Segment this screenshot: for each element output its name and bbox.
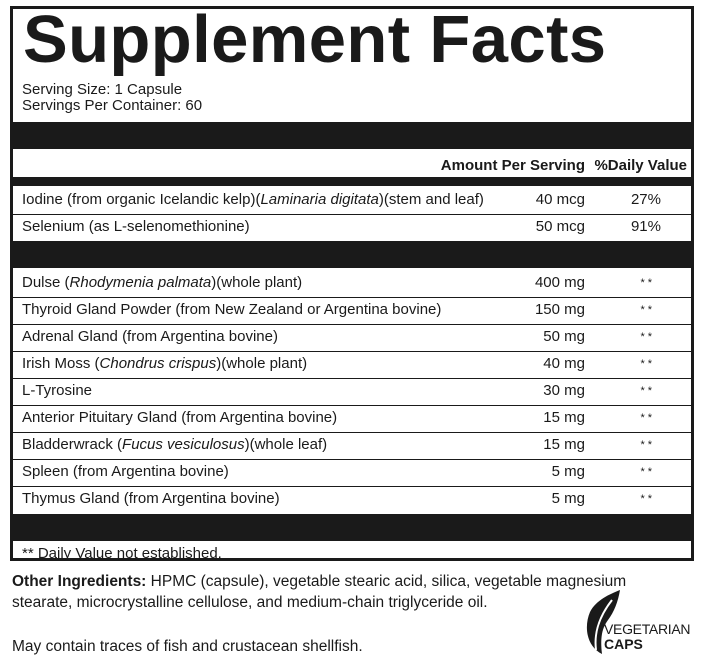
other-ingredients (12, 571, 672, 613)
nutrient-daily-value: 91% (630, 218, 661, 235)
logo-line-2: CAPS (604, 636, 643, 652)
nutrient-daily-value: ** (640, 493, 655, 505)
nutrient-amount: 40 mg (543, 355, 585, 372)
supplement-facts-panel (10, 2, 694, 562)
nutrient-amount: 50 mg (543, 328, 585, 345)
nutrient-row (13, 351, 691, 378)
nutrient-name-part: Irish Moss ( (22, 355, 100, 372)
nutrient-name (22, 409, 337, 426)
nutrient-daily-value: ** (640, 412, 655, 424)
nutrient-name-part: Anterior Pituitary Gland (from Argentina bovine) (22, 409, 338, 426)
nutrient-name-part: Iodine (from organic Icelandic kelp)( (22, 191, 261, 208)
nutrient-amount: 400 mg (534, 274, 585, 291)
nutrient-name (22, 463, 229, 480)
nutrient-name (22, 218, 250, 235)
nutrient-name-part: L-Tyrosine (22, 382, 93, 399)
nutrient-amount: 150 mg (534, 301, 585, 318)
nutrient-name-part: )(whole plant) (216, 355, 308, 372)
nutrient-amount: 5 mg (551, 490, 585, 507)
nutrient-name-part: Selenium (as L-selenomethionine) (22, 218, 250, 235)
nutrient-daily-value: ** (640, 439, 655, 451)
nutrient-row (13, 187, 691, 214)
nutrient-daily-value: ** (640, 331, 655, 343)
nutrient-latin-name: Chondrus crispus (99, 355, 217, 372)
nutrient-row (13, 432, 691, 459)
other-ingredients-label: Other Ingredients: (12, 573, 147, 590)
other-ingredients-text: HPMC (capsule), vegetable stearic acid, silica, vegetable magnesium stearate, microcrystalline cellulose, and medium-chain triglyceride oil. (12, 573, 627, 611)
nutrient-name-part: Thyroid Gland Powder (from New Zealand or Argentina bovine) (22, 301, 442, 318)
nutrient-row (13, 486, 691, 513)
nutrient-name (22, 328, 278, 345)
nutrient-name (22, 274, 302, 291)
nutrient-daily-value: ** (640, 385, 655, 397)
nutrient-name (22, 355, 307, 372)
nutrient-name-part: Spleen (from Argentina bovine) (22, 463, 229, 480)
nutrient-amount: 50 mcg (535, 218, 585, 235)
header-divider-bar (13, 122, 691, 149)
nutrient-amount: 15 mg (543, 409, 585, 426)
footer-divider-bar (13, 514, 691, 541)
nutrient-daily-value: ** (640, 277, 655, 289)
logo-line-1: VEGETARIAN (604, 621, 691, 637)
nutrient-row (13, 297, 691, 324)
allergen-statement: May contain traces of fish and crustacean shellfish. (12, 638, 363, 655)
amount-per-serving-header: Amount Per Serving (440, 157, 585, 174)
nutrient-name (22, 191, 484, 208)
servings-per-container: Servings Per Container: 60 (22, 97, 203, 114)
serving-size: Serving Size: 1 Capsule (22, 81, 183, 98)
nutrient-name (22, 301, 441, 318)
nutrient-row (13, 270, 691, 297)
nutrient-daily-value: ** (640, 304, 655, 316)
nutrient-name (22, 436, 327, 453)
nutrient-row (13, 405, 691, 432)
nutrient-name-part: Dulse ( (22, 274, 70, 291)
vegetarian-caps-logo (582, 588, 702, 658)
nutrient-name-part: )(whole leaf) (244, 436, 328, 453)
nutrient-name (22, 382, 92, 399)
footnote: ** Daily Value not established. (22, 545, 222, 562)
vegetarian-caps-text (604, 622, 690, 652)
nutrient-row (13, 459, 691, 486)
nutrient-name-part: Bladderwrack ( (22, 436, 123, 453)
nutrient-name-part: )(whole plant) (211, 274, 303, 291)
nutrient-amount: 5 mg (551, 463, 585, 480)
header-underline-bar (13, 177, 691, 186)
group-divider-bar (13, 241, 691, 268)
nutrient-row (13, 214, 691, 241)
daily-value-header: %Daily Value (594, 157, 687, 174)
nutrient-row (13, 324, 691, 351)
panel-title: Supplement Facts (23, 2, 607, 77)
nutrient-amount: 15 mg (543, 436, 585, 453)
nutrient-daily-value: ** (640, 358, 655, 370)
nutrient-amount: 40 mcg (535, 191, 585, 208)
nutrient-name-part: Adrenal Gland (from Argentina bovine) (22, 328, 278, 345)
nutrient-name (22, 490, 280, 507)
nutrient-row (13, 378, 691, 405)
nutrient-daily-value: 27% (630, 191, 661, 208)
nutrient-name-part: Thymus Gland (from Argentina bovine) (22, 490, 280, 507)
nutrient-amount: 30 mg (543, 382, 585, 399)
nutrient-name-part: )(stem and leaf) (378, 191, 484, 208)
nutrient-latin-name: Fucus vesiculosus (122, 436, 245, 453)
nutrient-daily-value: ** (640, 466, 655, 478)
nutrient-latin-name: Rhodymenia palmata (69, 274, 212, 291)
nutrient-latin-name: Laminaria digitata (260, 191, 379, 208)
